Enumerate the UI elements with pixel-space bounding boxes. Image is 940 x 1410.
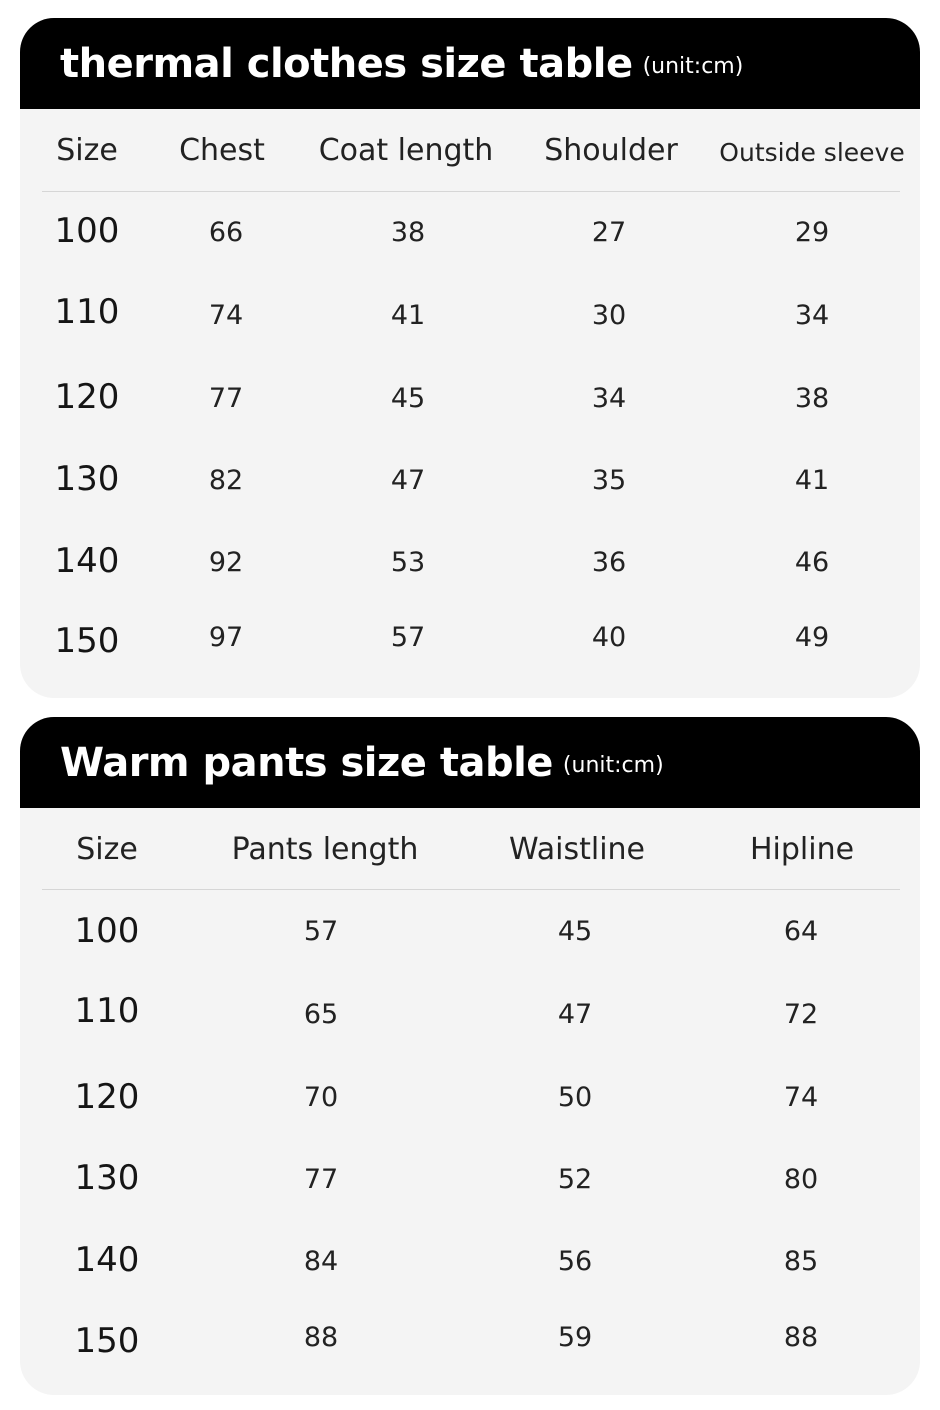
pants-length-cell: 88 <box>303 1322 339 1353</box>
thermal-col-size: Size <box>56 133 118 168</box>
pants-length-cell: 70 <box>303 1082 339 1113</box>
pants-length-cell: 57 <box>303 916 339 947</box>
size-cell: 100 <box>54 211 120 251</box>
size-cell: 130 <box>74 1158 140 1198</box>
thermal-size-table <box>20 18 920 698</box>
pants-table-title: Warm pants size table <box>60 739 553 786</box>
hipline-cell: 85 <box>783 1246 819 1277</box>
pants-size-table <box>20 717 920 1395</box>
waistline-cell: 56 <box>557 1246 593 1277</box>
coat-length-cell: 41 <box>390 300 426 331</box>
hipline-cell: 80 <box>783 1164 819 1195</box>
chest-cell: 97 <box>208 622 244 653</box>
coat-length-cell: 53 <box>390 547 426 578</box>
waistline-cell: 45 <box>557 916 593 947</box>
coat-length-cell: 57 <box>390 622 426 653</box>
thermal-col-chest: Chest <box>179 133 265 168</box>
pants-table-unit: (unit:cm) <box>562 753 664 778</box>
thermal-table-unit: (unit:cm) <box>642 54 744 79</box>
waistline-cell: 59 <box>557 1322 593 1353</box>
chest-cell: 92 <box>208 547 244 578</box>
thermal-col-shoulder: Shoulder <box>544 133 678 168</box>
size-cell: 150 <box>54 621 120 661</box>
thermal-col-outside-sleeve: Outside sleeve <box>719 138 905 167</box>
pants-table-header <box>20 717 920 808</box>
hipline-cell: 74 <box>783 1082 819 1113</box>
shoulder-cell: 35 <box>591 465 627 496</box>
outside-sleeve-cell: 38 <box>794 383 830 414</box>
chest-cell: 66 <box>208 217 244 248</box>
pants-header-divider <box>42 889 900 890</box>
size-cell: 110 <box>54 292 120 332</box>
thermal-table-header <box>20 18 920 109</box>
coat-length-cell: 38 <box>390 217 426 248</box>
outside-sleeve-cell: 34 <box>794 300 830 331</box>
shoulder-cell: 34 <box>591 383 627 414</box>
size-cell: 150 <box>74 1321 140 1361</box>
pants-col-waistline: Waistline <box>509 832 645 867</box>
size-cell: 120 <box>54 377 120 417</box>
size-cell: 140 <box>74 1240 140 1280</box>
chest-cell: 77 <box>208 383 244 414</box>
coat-length-cell: 47 <box>390 465 426 496</box>
hipline-cell: 72 <box>783 999 819 1030</box>
size-cell: 140 <box>54 541 120 581</box>
coat-length-cell: 45 <box>390 383 426 414</box>
pants-col-size: Size <box>76 832 138 867</box>
chest-cell: 82 <box>208 465 244 496</box>
shoulder-cell: 36 <box>591 547 627 578</box>
outside-sleeve-cell: 41 <box>794 465 830 496</box>
thermal-col-coat-length: Coat length <box>318 133 494 168</box>
outside-sleeve-cell: 46 <box>794 547 830 578</box>
thermal-header-divider <box>42 191 900 192</box>
size-cell: 110 <box>74 991 140 1031</box>
pants-col-pants-length: Pants length <box>231 832 419 867</box>
hipline-cell: 64 <box>783 916 819 947</box>
shoulder-cell: 30 <box>591 300 627 331</box>
size-cell: 100 <box>74 911 140 951</box>
hipline-cell: 88 <box>783 1322 819 1353</box>
outside-sleeve-cell: 49 <box>794 622 830 653</box>
waistline-cell: 50 <box>557 1082 593 1113</box>
pants-length-cell: 65 <box>303 999 339 1030</box>
waistline-cell: 47 <box>557 999 593 1030</box>
outside-sleeve-cell: 29 <box>794 217 830 248</box>
pants-length-cell: 84 <box>303 1246 339 1277</box>
pants-col-hipline: Hipline <box>749 832 855 867</box>
thermal-table-title: thermal clothes size table <box>60 40 633 87</box>
chest-cell: 74 <box>208 300 244 331</box>
waistline-cell: 52 <box>557 1164 593 1195</box>
pants-length-cell: 77 <box>303 1164 339 1195</box>
shoulder-cell: 27 <box>591 217 627 248</box>
size-cell: 120 <box>74 1077 140 1117</box>
size-cell: 130 <box>54 459 120 499</box>
shoulder-cell: 40 <box>591 622 627 653</box>
